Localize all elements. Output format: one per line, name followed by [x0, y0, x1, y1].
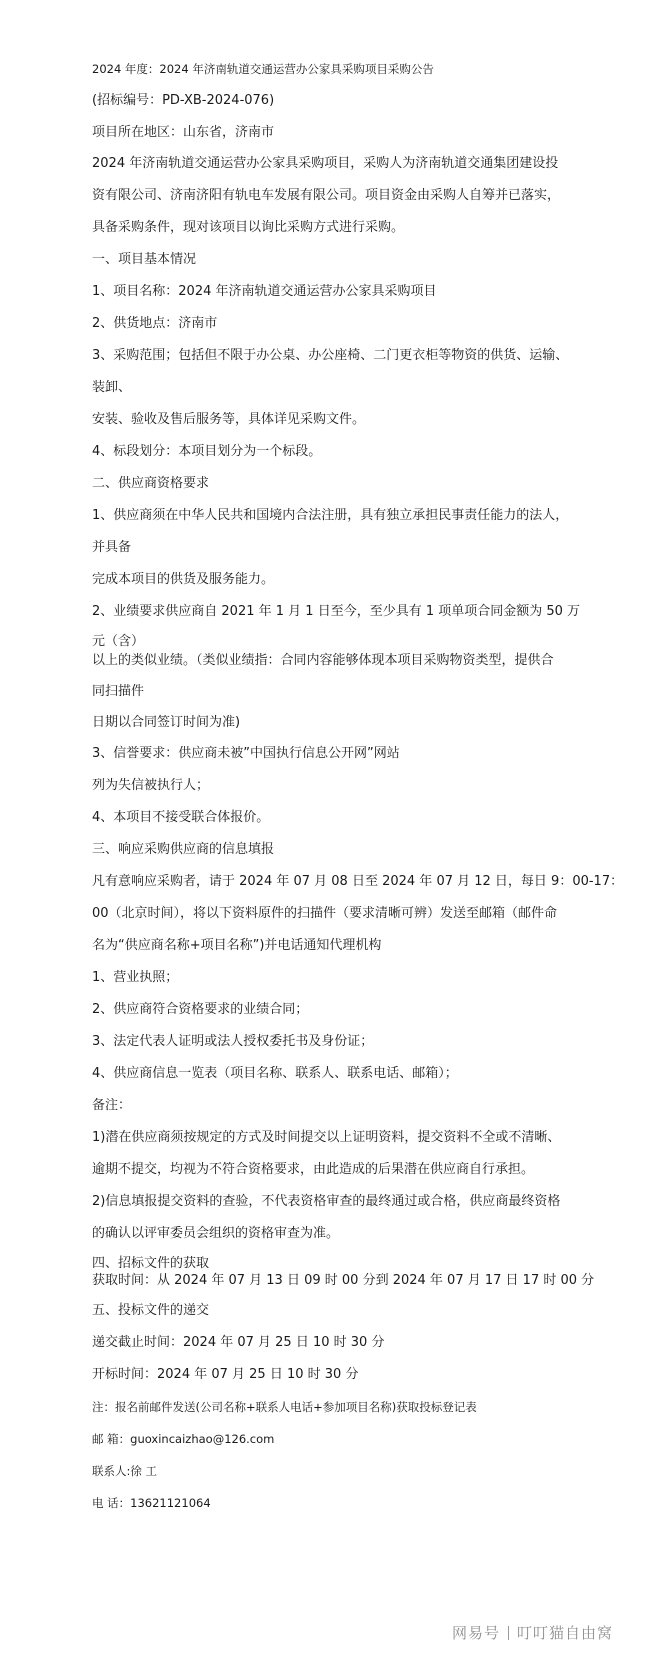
qualification-item-cont: 以上的类似业绩。（类似业绩指：合同内容能够体现本项目采购物资类型，提供合 — [92, 653, 554, 668]
watermark-source: 网易号 — [452, 1624, 501, 1642]
remark-item: 1)潜在供应商须按规定的方式及时间提交以上证明资料，提交资料不全或不清晰、 — [92, 1130, 561, 1145]
project-item: 1、项目名称：2024 年济南轨道交通运营办公家具采购项目 — [92, 284, 437, 299]
intro-line: 2024 年济南轨道交通运营办公家具采购项目，采购人为济南轨道交通集团建设投 — [92, 156, 559, 171]
qualification-item: 3、信誉要求：供应商未被”中国执行信息公开网”网站 — [92, 746, 400, 761]
remarks-label: 备注： — [92, 1098, 132, 1113]
remark-item-cont: 的确认以评审委员会组织的资格审查为准。 — [92, 1226, 340, 1241]
required-document: 3、法定代表人证明或法人授权委托书及身份证； — [92, 1034, 374, 1049]
section-heading: 二、供应商资格要求 — [92, 476, 210, 491]
section-heading: 四、招标文件的获取 — [92, 1256, 210, 1271]
required-document: 1、营业执照； — [92, 970, 179, 985]
registration-text: 00（北京时间），将以下资料原件的扫描件（要求清晰可辨）发送至邮箱（邮件命 — [92, 906, 558, 921]
qualification-item: 2、业绩要求供应商自 2021 年 1 月 1 日至今，至少具有 1 项单项合同金额为 50 万 — [92, 604, 581, 619]
contact-email: 邮 箱：guoxincaizhao@126.com — [92, 1432, 275, 1446]
section-heading: 五、投标文件的递交 — [92, 1303, 210, 1318]
submission-deadline: 递交截止时间：2024 年 07 月 25 日 10 时 30 分 — [92, 1335, 385, 1350]
section-heading: 三、响应采购供应商的信息填报 — [92, 842, 275, 857]
registration-text: 凡有意响应采购者，请于 2024 年 07 月 08 日至 2024 年 07 月 12 日，每日 9：00-17： — [92, 874, 624, 889]
project-item: 2、供货地点：济南市 — [92, 316, 218, 331]
intro-line: 资有限公司、济南济阳有轨电车发展有限公司。项目资金由采购人自筹并已落实， — [92, 188, 561, 203]
required-document: 4、供应商信息一览表（项目名称、联系人、联系电话、邮箱）； — [92, 1066, 458, 1081]
qualification-item-cont: 同扫描件 — [92, 684, 145, 699]
qualification-item-cont: 并具备 — [92, 540, 132, 555]
qualification-item: 4、本项目不接受联合体报价。 — [92, 810, 270, 825]
required-document: 2、供应商符合资格要求的业绩合同； — [92, 1002, 309, 1017]
qualification-item-cont: 列为失信被执行人； — [92, 778, 210, 793]
remark-item: 2)信息填报提交资料的查验，不代表资格审查的最终通过或合格，供应商最终资格 — [92, 1194, 561, 1209]
tender-number: (招标编号：PD-XB-2024-076) — [92, 93, 275, 108]
project-item: 4、标段划分：本项目划分为一个标段。 — [92, 444, 322, 459]
watermark — [452, 1622, 613, 1643]
intro-line: 具备采购条件，现对该项目以询比采购方式进行采购。 — [92, 220, 405, 235]
qualification-item-cont: 完成本项目的供货及服务能力。 — [92, 572, 275, 587]
registration-note: 注：报名前邮件发送(公司名称+联系人电话+参加项目名称)获取投标登记表 — [92, 1400, 477, 1414]
qualification-item-cont: 元（含） — [92, 634, 145, 649]
registration-text: 名为“供应商名称+项目名称”)并电话通知代理机构 — [92, 938, 382, 953]
qualification-item: 1、供应商须在中华人民共和国境内合法注册，具有独立承担民事责任能力的法人， — [92, 508, 569, 523]
project-location: 项目所在地区：山东省，济南市 — [92, 125, 275, 140]
project-item-cont: 安装、验收及售后服务等，具体详见采购文件。 — [92, 412, 366, 427]
section-heading: 一、项目基本情况 — [92, 252, 197, 267]
qualification-item-cont: 日期以合同签订时间为准) — [92, 715, 241, 730]
contact-phone: 电 话：13621121064 — [92, 1496, 211, 1510]
watermark-divider — [508, 1626, 509, 1640]
acquisition-time: 获取时间：从 2024 年 07 月 13 日 09 时 00 分到 2024 年 07 月 17 日 17 时 00 分 — [92, 1273, 595, 1288]
bid-opening-time: 开标时间：2024 年 07 月 25 日 10 时 30 分 — [92, 1367, 359, 1382]
contact-person: 联系人:徐 工 — [92, 1464, 158, 1478]
remark-item-cont: 逾期不提交，均视为不符合资格要求，由此造成的后果潜在供应商自行承担。 — [92, 1162, 535, 1177]
project-item-cont: 装卸、 — [92, 380, 132, 395]
announcement-title: 2024 年度：2024 年济南轨道交通运营办公家具采购项目采购公告 — [92, 62, 434, 76]
watermark-author: 叮叮猫自由窝 — [517, 1624, 614, 1642]
project-item: 3、采购范围；包括但不限于办公桌、办公座椅、二门更衣柜等物资的供货、运输、 — [92, 348, 569, 363]
